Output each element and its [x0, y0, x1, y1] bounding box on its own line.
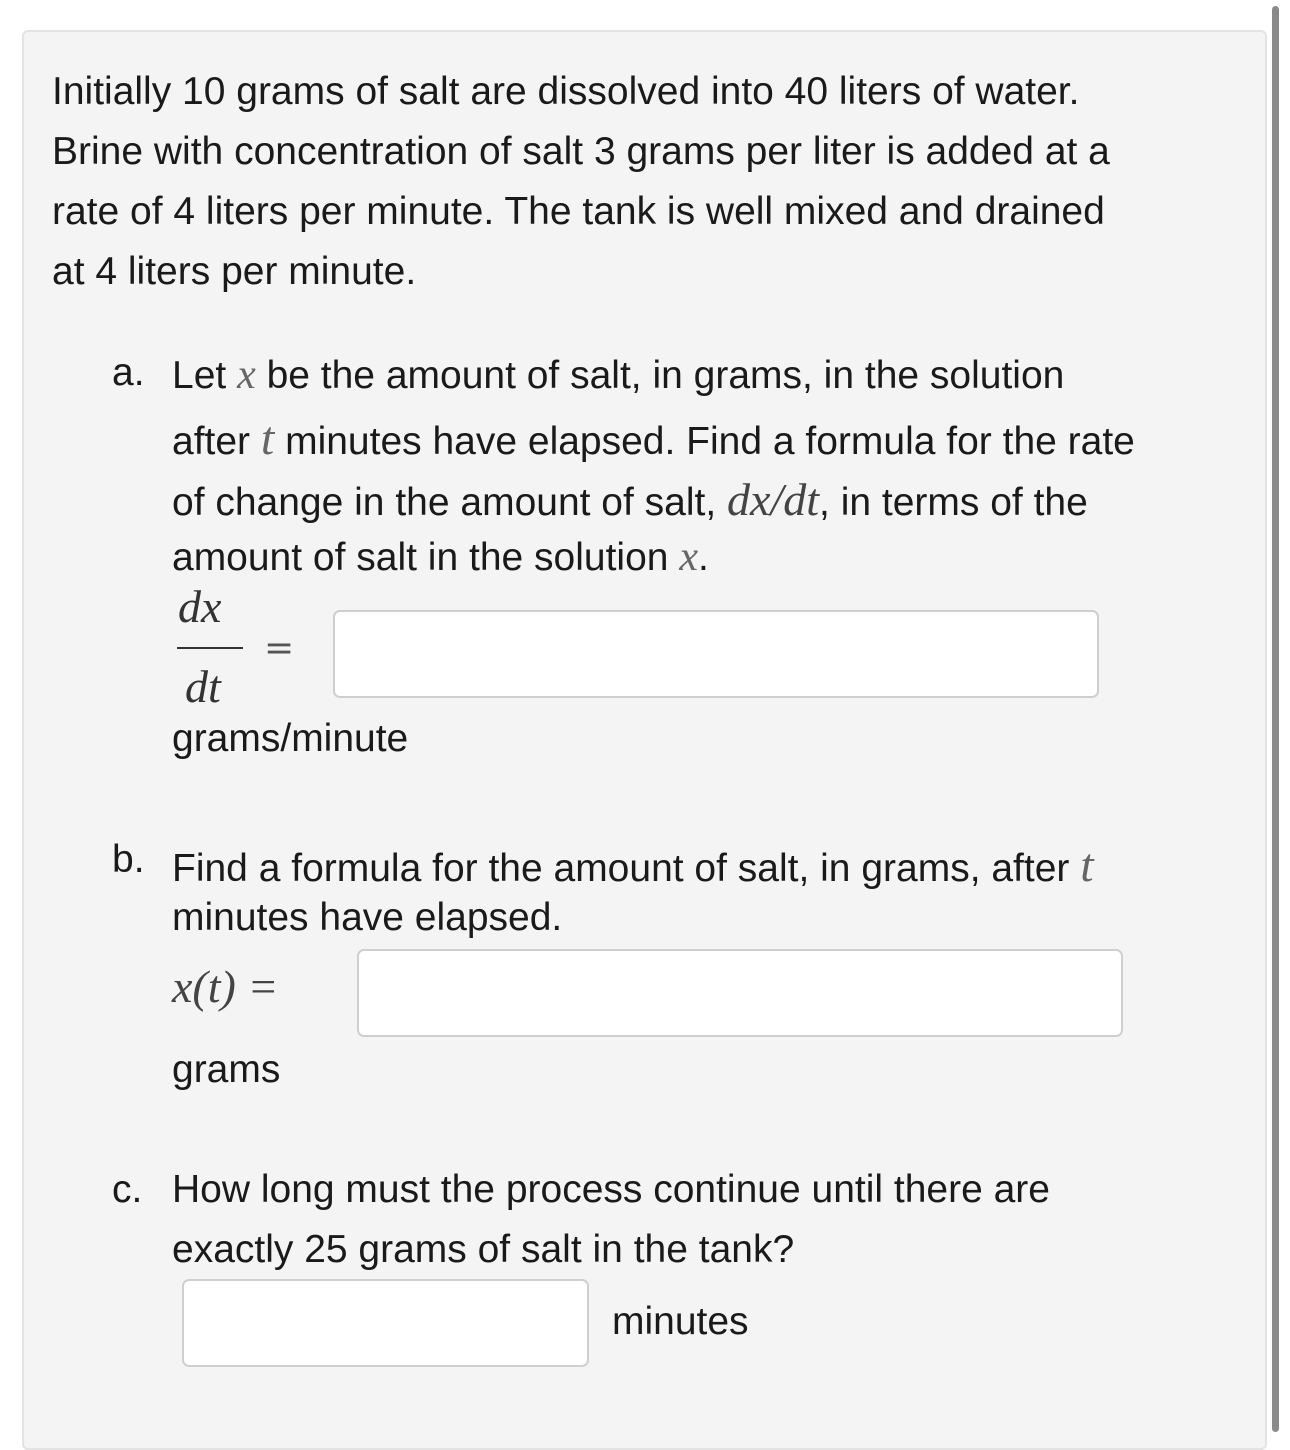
- part-a-line-2-post: minutes have elapsed. Find a formula for the rate: [285, 420, 1135, 463]
- fraction-numerator: dx: [178, 581, 222, 632]
- part-a-line-4-pre: amount of salt in the solution: [172, 536, 669, 579]
- part-a-line-2-pre: after: [172, 420, 251, 463]
- part-a-line-3-pre: of change in the amount of salt,: [172, 481, 717, 524]
- part-a-unit: grams/minute: [172, 717, 409, 760]
- part-c-question: [172, 1168, 1242, 1288]
- part-a-line-1: [172, 351, 1064, 399]
- intro-line-1: Initially 10 grams of salt are dissolved into 40 liters of water.: [52, 70, 1080, 113]
- variable-x: x: [679, 534, 698, 580]
- dxdt-answer-input[interactable]: [333, 610, 1099, 698]
- xt-label: x(t) =: [172, 961, 279, 1012]
- intro-paragraph: [52, 70, 1252, 310]
- part-a-line-1-post: be the amount of salt, in grams, in the solution: [266, 354, 1065, 397]
- intro-line-2: Brine with concentration of salt 3 grams per liter is added at a: [52, 130, 1110, 173]
- part-b-line-1-pre: Find a formula for the amount of salt, in grams, after: [172, 847, 1070, 890]
- part-a-line-3-post: , in terms of the: [819, 481, 1088, 524]
- part-a-line-4: [172, 533, 709, 581]
- minutes-answer-input[interactable]: [182, 1279, 589, 1367]
- variable-t: t: [260, 412, 275, 465]
- intro-line-3: rate of 4 liters per minute. The tank is well mixed and drained: [52, 190, 1105, 233]
- scrollbar[interactable]: [1272, 6, 1279, 1432]
- part-b-line-1: [172, 838, 1094, 893]
- part-a-question: [172, 351, 1242, 591]
- fraction-bar: [177, 647, 243, 649]
- part-a-line-4-post: .: [697, 536, 709, 579]
- part-b-line-2: minutes have elapsed.: [172, 896, 563, 939]
- part-b-question: [172, 838, 1242, 958]
- variable-x: x: [237, 352, 256, 398]
- part-a-line-3: [172, 473, 1088, 526]
- fraction-denominator: dt: [185, 661, 221, 712]
- part-a-line-1-pre: Let: [172, 354, 227, 397]
- part-b-unit: grams: [172, 1048, 281, 1091]
- intro-line-4: at 4 liters per minute.: [52, 250, 417, 293]
- part-a-line-2: [172, 411, 1135, 466]
- dxdt-inline: dx/dt: [727, 474, 820, 525]
- part-c-line-2: exactly 25 grams of salt in the tank?: [172, 1228, 795, 1271]
- part-b-marker: b.: [112, 838, 145, 881]
- part-a-marker: a.: [112, 351, 145, 394]
- part-c-unit: minutes: [612, 1300, 749, 1343]
- xt-answer-input[interactable]: [357, 949, 1123, 1037]
- equals-sign: =: [264, 628, 295, 669]
- variable-t: t: [1080, 839, 1094, 892]
- part-c-line-1: How long must the process continue until there are: [172, 1168, 1050, 1211]
- part-c-marker: c.: [112, 1168, 143, 1211]
